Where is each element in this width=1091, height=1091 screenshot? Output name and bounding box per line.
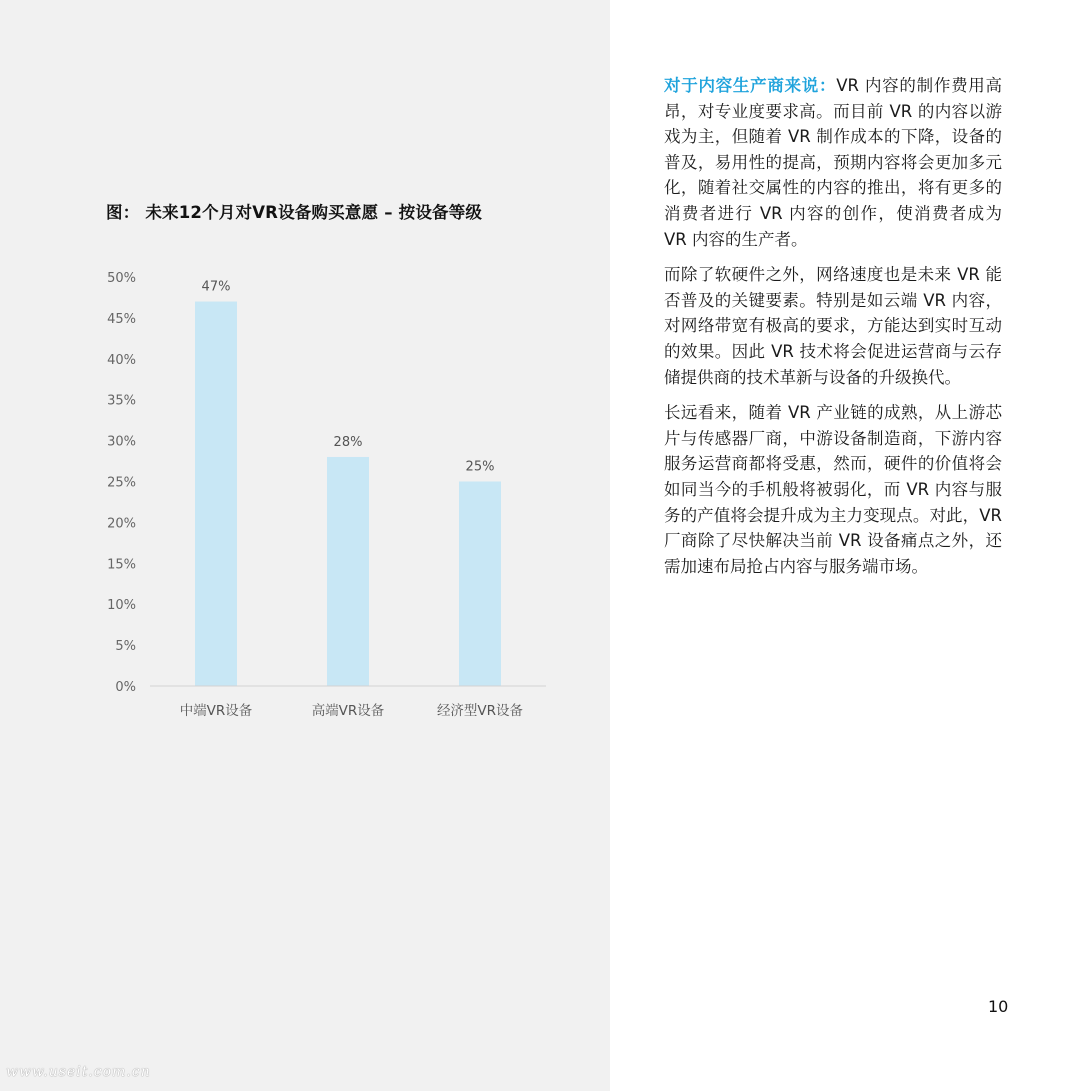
y-tick-label: 25% bbox=[107, 475, 136, 491]
bar bbox=[195, 302, 237, 686]
y-tick-label: 40% bbox=[107, 352, 136, 368]
y-tick-label: 15% bbox=[107, 557, 136, 573]
x-category-label: 经济型VR设备 bbox=[436, 703, 524, 719]
paragraph-1 bbox=[664, 73, 1002, 252]
watermark: www.useit.com.cn bbox=[6, 1064, 151, 1080]
data-labels bbox=[202, 280, 495, 475]
y-tick-label: 45% bbox=[107, 311, 136, 327]
bars bbox=[195, 302, 501, 686]
highlight-heading: 对于内容生产商来说： bbox=[664, 76, 837, 95]
y-tick-label: 35% bbox=[107, 393, 136, 409]
y-tick-label: 5% bbox=[115, 639, 136, 655]
chart-title: 图： 未来12个月对VR设备购买意愿 – 按设备等级 bbox=[106, 203, 483, 222]
paragraph-1-body: VR 内容的制作费用高昂，对专业度要求高。而目前 VR 的内容以游戏为主，但随着 VR 制作成本的下降，设备的普及，易用性的提高，预期内容将会更加多元化，随着社交属性的内容的推出，将有更多的消费者进行 VR 内容的创作，使消费者成为 VR 内容的生产者。 bbox=[664, 76, 1003, 249]
paragraph-3: 长远看来，随着 VR 产业链的成熟，从上游芯片与传感器厂商，中游设备制造商，下游内容服务运营商都将受惠，然而，硬件的价值将会如同当今的手机般将被弱化，而 VR 内容与服务的产值将会提升成为主力变现点。对此，VR 厂商除了尽快解决当前 VR 设备痛点之外，还需加速布局抢占内容与服务端市场。 bbox=[664, 403, 1002, 576]
x-axis-labels bbox=[180, 702, 524, 719]
bar bbox=[459, 482, 501, 687]
x-category-label: 高端VR设备 bbox=[311, 703, 385, 719]
y-tick-label: 30% bbox=[107, 434, 136, 450]
x-category-label: 中端VR设备 bbox=[179, 703, 253, 719]
data-label: 47% bbox=[201, 279, 231, 295]
bar bbox=[327, 457, 369, 686]
data-label: 28% bbox=[333, 434, 363, 450]
article-text bbox=[664, 73, 1002, 589]
y-tick-label: 0% bbox=[115, 680, 136, 695]
y-tick-label: 50% bbox=[107, 271, 136, 286]
data-label: 25% bbox=[465, 459, 495, 475]
bar-chart bbox=[0, 0, 610, 760]
y-axis-ticks bbox=[107, 271, 136, 695]
paragraph-2: 而除了软硬件之外，网络速度也是未来 VR 能否普及的关键要素。特别是如云端 VR 内容，对网络带宽有极高的要求，方能达到实时互动的效果。因此 VR 技术将会促进运营商与云存储提供商的技术革新与设备的升级换代。 bbox=[664, 265, 1002, 387]
y-tick-label: 20% bbox=[107, 516, 136, 532]
y-tick-label: 10% bbox=[107, 598, 136, 614]
page-number: 10 bbox=[988, 997, 1009, 1016]
